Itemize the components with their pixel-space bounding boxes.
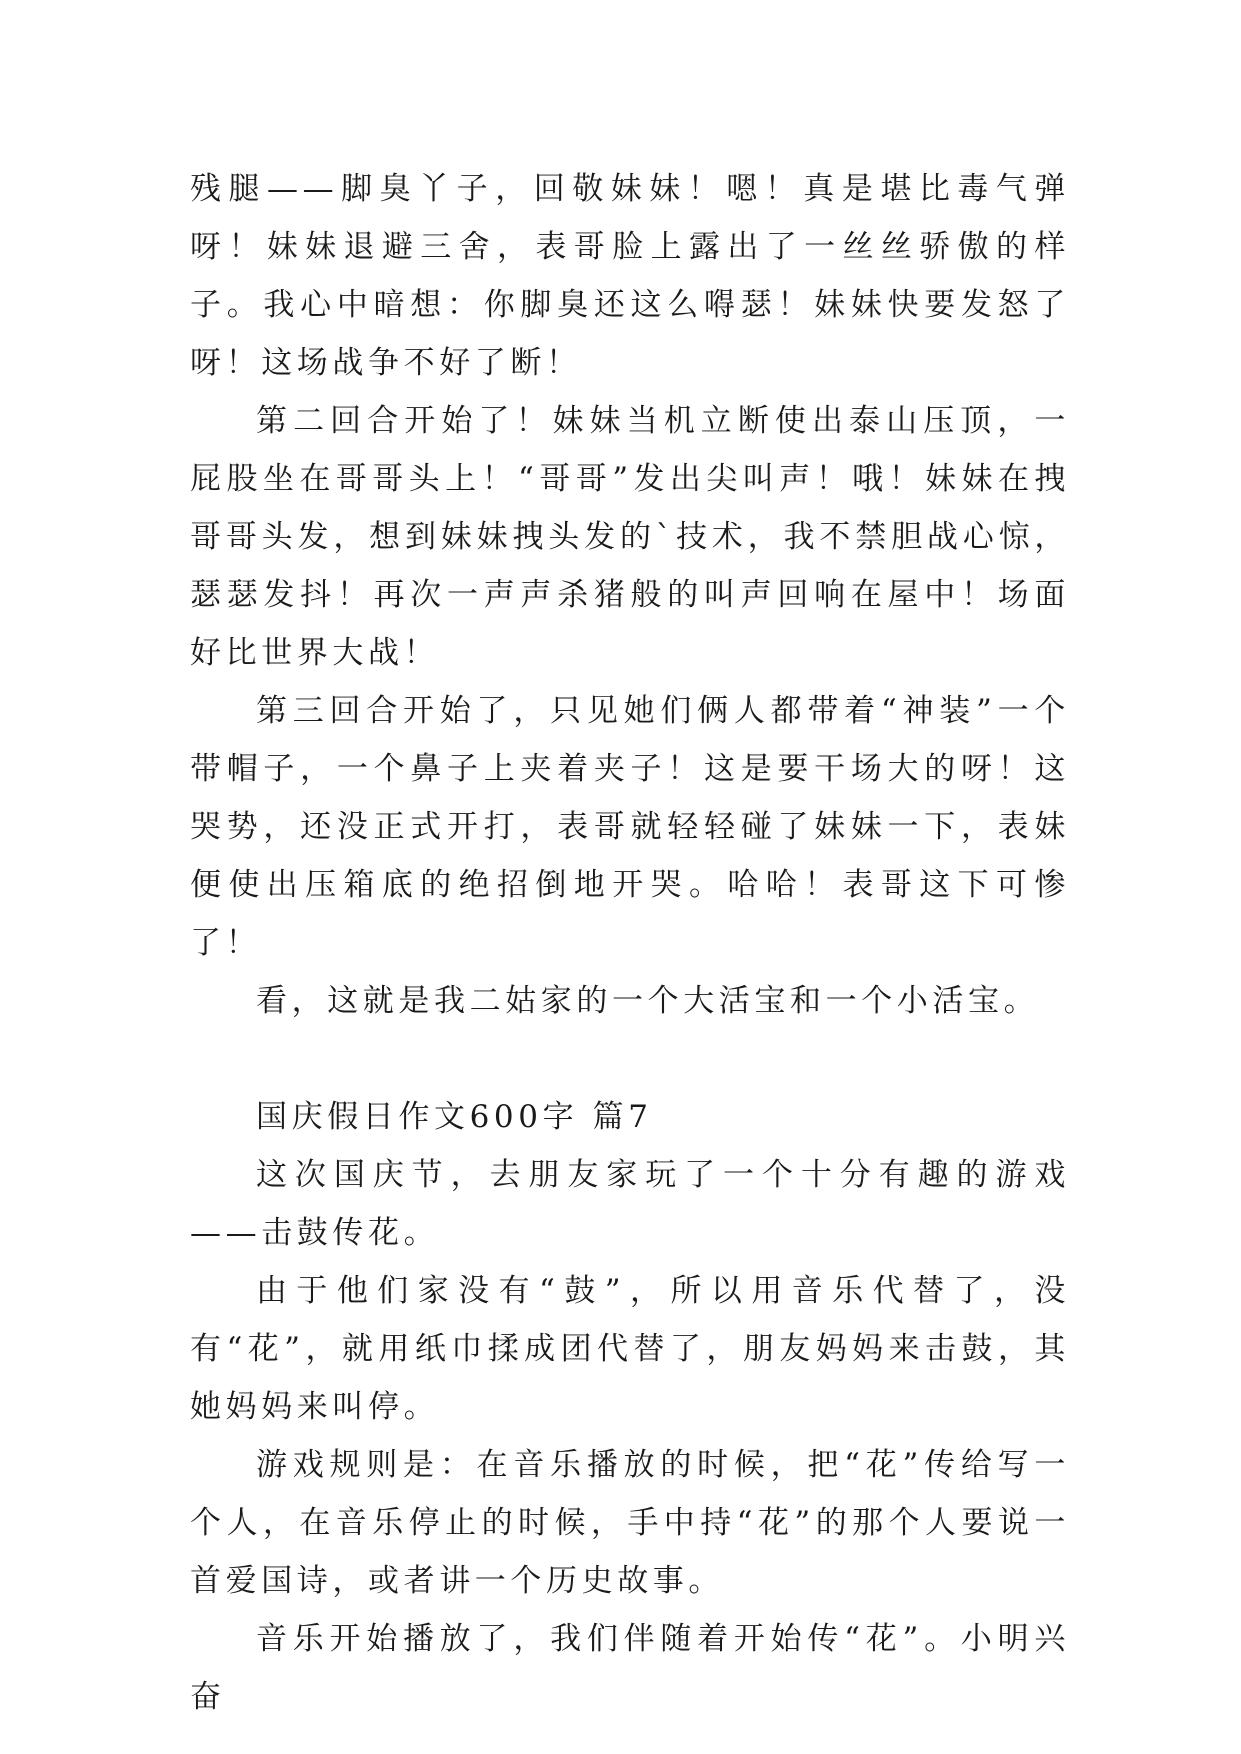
section-heading: 国庆假日作文600字 篇7 <box>256 1099 653 1135</box>
paragraph: 第二回合开始了！妹妹当机立断使出泰山压顶，一屁股坐在哥哥头上！“哥哥”发出尖叫声！哦！妹妹在拽哥哥头发，想到妹妹拽头发的`技术，我不禁胆战心惊，瑟瑟发抖！再次一声声杀猪般的叫声回响在屋中！场面好比世界大战！ <box>190 403 1070 671</box>
paragraph: 看，这就是我二姑家的一个大活宝和一个小活宝。 <box>256 983 1040 1019</box>
paragraph: 游戏规则是：在音乐播放的时候，把“花”传给写一个人，在音乐停止的时候，手中持“花”的那个人要说一首爱国诗，或者讲一个历史故事。 <box>190 1447 1070 1599</box>
paragraph: 第三回合开始了，只见她们俩人都带着“神装”一个带帽子，一个鼻子上夹着夹子！这是要干场大的呀！这哭势，还没正式开打，表哥就轻轻碰了妹妹一下，表妹便使出压箱底的绝招倒地开哭。哈哈！表哥这下可惨了！ <box>190 693 1070 961</box>
paragraph: 音乐开始播放了，我们伴随着开始传“花”。小明兴奋 <box>190 1621 1070 1715</box>
paragraph: 残腿——脚臭丫子，回敬妹妹！嗯！真是堪比毒气弹呀！妹妹退避三舍，表哥脸上露出了一丝丝骄傲的样子。我心中暗想：你脚臭还这么嘚瑟！妹妹快要发怒了呀！这场战争不好了断！ <box>190 171 1070 381</box>
article-body <box>190 160 1070 1726</box>
blank-line <box>190 1030 1070 1088</box>
paragraph: 这次国庆节，去朋友家玩了一个十分有趣的游戏——击鼓传花。 <box>190 1157 1070 1251</box>
paragraph: 由于他们家没有“鼓”，所以用音乐代替了，没有“花”，就用纸巾揉成团代替了，朋友妈妈来击鼓，其她妈妈来叫停。 <box>190 1273 1070 1425</box>
